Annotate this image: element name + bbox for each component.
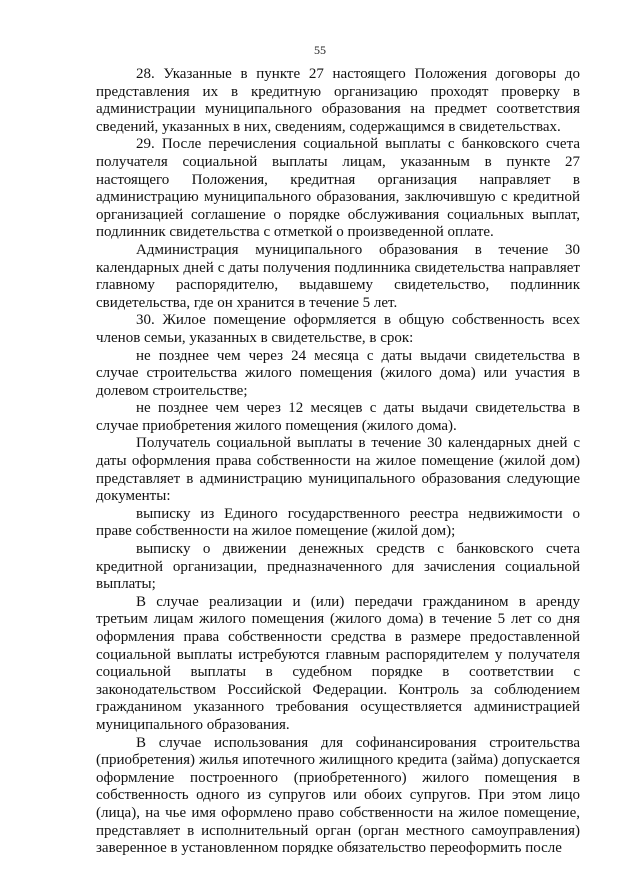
paragraph-bank-statement: выписку о движении денежных средств с банковского счета кредитной организации, предназначенного для зачисления социальной выплаты; — [96, 541, 580, 593]
paragraph-registry-extract: выписку из Единого государственного реестра недвижимости о праве собственности на жилое помещение (жилой дом); — [96, 505, 580, 540]
paragraph-administration-term: Администрация муниципального образования в течение 30 календарных дней с даты получения подлинника свидетельства направляет главному распорядителю, выдавшему свидетельство, подлинник свидетельства, где он хранится в течение 5 лет. — [96, 241, 580, 311]
page-number: 55 — [314, 43, 326, 57]
paragraph-term-24-months: не позднее чем через 24 месяца с даты выдачи свидетельства в случае строительства жилого помещения (жилого дома) или участия в долевом строительстве; — [96, 347, 580, 399]
document-body — [96, 66, 580, 858]
paragraph-realization-case: В случае реализации и (или) передачи гражданином в аренду третьим лицам жилого помещения (жилого дома) в течение 5 лет со дня оформления права собственности средства в размере предоставленной социальной выплаты истребуются главным распорядителем у получателя социальной выплаты в судебном порядке в соответствии с законодательством Российской Федерации. Контроль за соблюдением гражданином указанного требования осуществляется администрацией муниципального образования. — [96, 593, 580, 733]
paragraph-term-12-months: не позднее чем через 12 месяцев с даты выдачи свидетельства в случае приобретения жилого помещения (жилого дома). — [96, 400, 580, 434]
paragraph-mortgage-case: В случае использования для софинансирования строительства (приобретения) жилья ипотечного жилищного кредита (займа) допускается оформление построенного (приобретенного) жилого помещения в собственность одного из супругов или обоих супругов. При этом лицо (лица), на чье имя оформлено право собственности на жилое помещение, представляет в исполнительный орган (орган местного самоуправления) заверенное в установленном порядке обязательство переоформить после — [96, 734, 580, 857]
paragraph-30: 30. Жилое помещение оформляется в общую собственность всех членов семьи, указанных в свидетельстве, в срок: — [96, 312, 580, 346]
paragraph-28: 28. Указанные в пункте 27 настоящего Положения договоры до представления их в кредитную организацию проходят проверку в администрации муниципального образования на предмет соответствия сведений, указанных в них, сведениям, содержащимся в свидетельствах. — [96, 66, 580, 135]
paragraph-29: 29. После перечисления социальной выплаты с банковского счета получателя социальной выплаты лицам, указанным в пункте 27 настоящего Положения, кредитная организация направляет в администрацию муниципального образования, заключившую с кредитной организацией соглашение о порядке обслуживания социальных выплат, подлинник свидетельства с отметкой о произведенной оплате. — [96, 136, 580, 241]
paragraph-recipient-documents: Получатель социальной выплаты в течение 30 календарных дней с даты оформления права собственности на жилое помещение (жилой дом) представляет в администрацию муниципального образования следующие документы: — [96, 435, 580, 505]
